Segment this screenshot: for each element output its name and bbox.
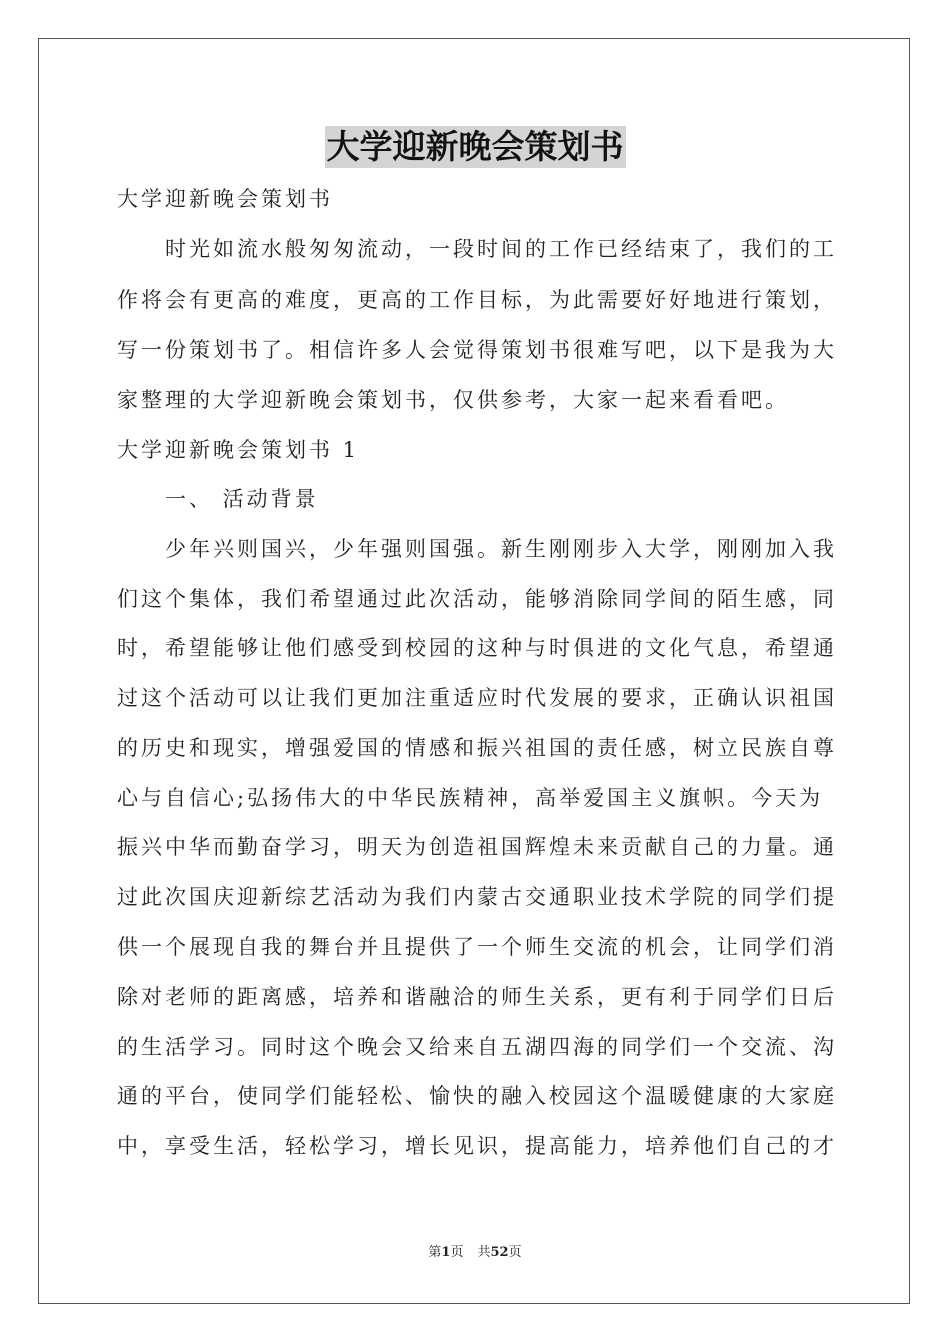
body-line: 写一份策划书了。相信许多人会觉得策划书很难写吧，以下是我为大 xyxy=(117,338,837,362)
page-suffix: 页 xyxy=(450,1245,464,1260)
body-line: 振兴中华而勤奋学习，明天为创造祖国辉煌未来贡献自己的力量。通 xyxy=(117,835,837,859)
subsection-heading: 一、 活动背景 xyxy=(165,487,319,511)
body-line: 家整理的大学迎新晚会策划书，仅供参考，大家一起来看看吧。 xyxy=(117,388,789,412)
body-line: 的生活学习。同时这个晚会又给来自五湖四海的同学们一个交流、沟 xyxy=(117,1035,837,1059)
current-page-number: 1 xyxy=(441,1245,451,1260)
body-line: 过这个活动可以让我们更加注重适应时代发展的要求，正确认识祖国 xyxy=(117,686,837,710)
body-line: 时，希望能够让他们感受到校园的这种与时俱进的文化气息，希望通 xyxy=(117,636,837,660)
total-page-count: 52 xyxy=(490,1245,509,1260)
body-line: 中，享受生活，轻松学习，增长见识，提高能力，培养他们自己的才 xyxy=(117,1134,837,1158)
body-line: 少年兴则国兴，少年强则国强。新生刚刚步入大学，刚刚加入我 xyxy=(165,537,837,561)
body-line: 作将会有更高的难度，更高的工作目标，为此需要好好地进行策划， xyxy=(117,288,837,312)
body-line: 通的平台，使同学们能轻松、愉快的融入校园这个温暖健康的大家庭 xyxy=(117,1084,837,1108)
total-prefix: 共 xyxy=(477,1245,491,1260)
total-suffix: 页 xyxy=(508,1245,522,1260)
body-line: 供一个展现自我的舞台并且提供了一个师生交流的机会，让同学们消 xyxy=(117,935,837,959)
page-prefix: 第 xyxy=(428,1245,442,1260)
body-line: 心与自信心;弘扬伟大的中华民族精神，高举爱国主义旗帜。今天为 xyxy=(117,786,824,810)
section-heading: 大学迎新晚会策划书 1 xyxy=(117,438,360,462)
page-border xyxy=(38,38,910,1304)
document-title: 大学迎新晚会策划书 xyxy=(326,127,624,166)
body-line: 的历史和现实，增强爱国的情感和振兴祖国的责任感，树立民族自尊 xyxy=(117,736,837,760)
body-line: 过此次国庆迎新综艺活动为我们内蒙古交通职业技术学院的同学们提 xyxy=(117,885,837,909)
page-footer xyxy=(0,1244,950,1262)
title-container xyxy=(0,126,950,168)
body-line: 除对老师的距离感，培养和谐融洽的师生关系，更有利于同学们日后 xyxy=(117,985,837,1009)
subtitle-line: 大学迎新晚会策划书 xyxy=(117,187,333,211)
body-line: 们这个集体，我们希望通过此次活动，能够消除同学间的陌生感，同 xyxy=(117,587,837,611)
body-line: 时光如流水般匆匆流动，一段时间的工作已经结束了，我们的工 xyxy=(165,237,837,261)
